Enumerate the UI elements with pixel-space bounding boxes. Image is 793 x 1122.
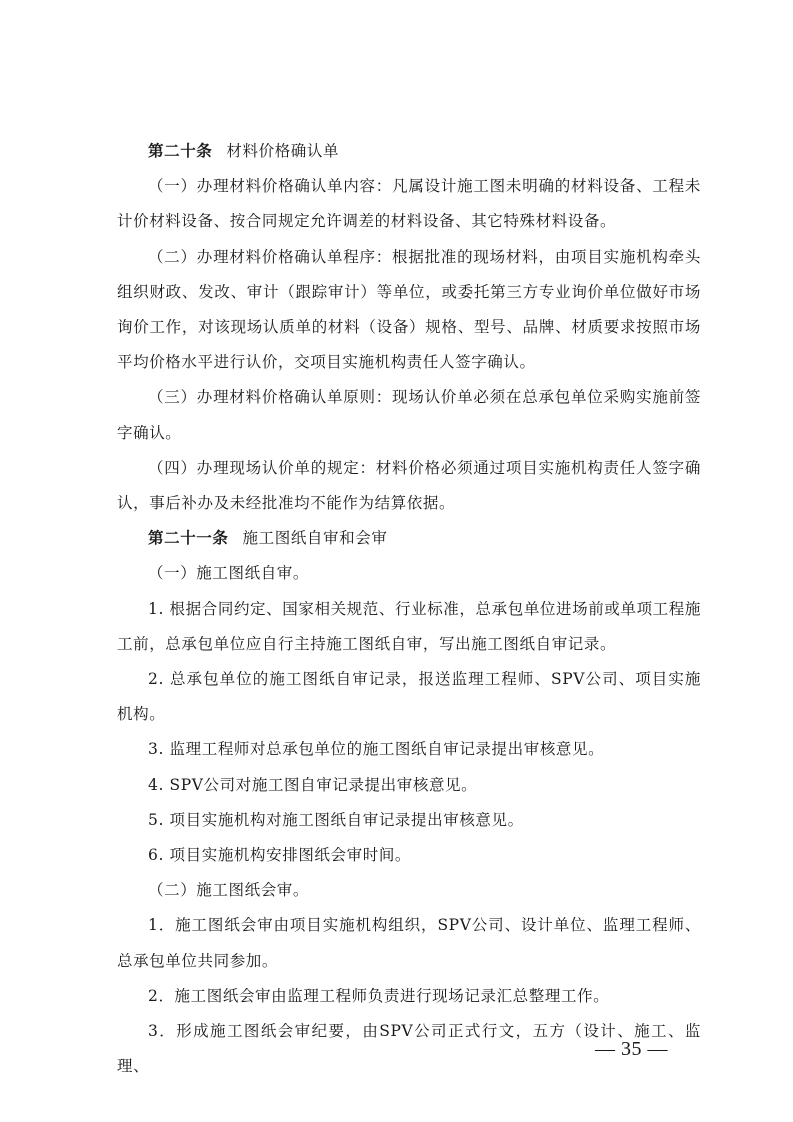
article-21-sub1-item-3: 3. 监理工程师对总承包单位的施工图纸自审记录提出审核意见。 — [148, 740, 605, 759]
article-21-sub1-item-1: 1. 根据合同约定、国家相关规范、行业标准，总承包单位进场前或单项工程施工前，总承包单位应自行主持施工图纸自审，写出施工图纸自审记录。 — [117, 599, 701, 653]
article-20-item-4: （四）办理现场认价单的规定：材料价格必须通过项目实施机构责任人签字确认，事后补办及未经批准均不能作为结算依据。 — [117, 458, 701, 513]
article-20-item-3: （三）办理材料价格确认单原则：现场认价单必须在总承包单位采购实施前签字确认。 — [117, 388, 701, 442]
article-21-sub1-item-2: 2. 总承包单位的施工图纸自审记录，报送监理工程师、SPV公司、项目实施机构。 — [117, 670, 701, 724]
page-number: — 35 — — [595, 1038, 668, 1060]
article-21-sub2-title: （二）施工图纸会审。 — [148, 881, 310, 900]
article-21-sub1-item-5: 5. 项目实施机构对施工图纸自审记录提出审核意见。 — [148, 810, 524, 829]
document-body — [117, 134, 701, 1084]
article-21-sub2-item-3: 3．形成施工图纸会审纪要，由SPV公司正式行文，五方（设计、施工、监理、 — [117, 1022, 701, 1076]
article-21-sub1-item-6: 6. 项目实施机构安排图纸会审时间。 — [148, 846, 412, 865]
article-20-item-1: （一）办理材料价格确认单内容：凡属设计施工图未明确的材料设备、工程未计价材料设备、按合同规定允许调差的材料设备、其它特殊材料设备。 — [117, 177, 701, 231]
article-21-title: 施工图纸自审和会审 — [242, 529, 388, 548]
article-21-sub2-item-1: 1．施工图纸会审由项目实施机构组织，SPV公司、设计单位、监理工程师、总承包单位共同参加。 — [117, 916, 701, 970]
article-21-heading — [117, 521, 701, 556]
article-20-item-2: （二）办理材料价格确认单程序：根据批准的现场材料，由项目实施机构牵头组织财政、发改、审计（跟踪审计）等单位，或委托第三方专业询价单位做好市场询价工作，对该现场认质单的材料（设备）规格、型号、品牌、材质要求按照市场平均价格水平进行认价，交项目实施机构责任人签字确认。 — [117, 247, 701, 372]
article-21-sub1-item-4: 4. SPV公司对施工图自审记录提出审核意见。 — [148, 775, 478, 794]
article-21-number: 第二十一条 — [148, 529, 229, 548]
article-20-number: 第二十条 — [148, 142, 213, 160]
article-21-sub2-item-2: 2．施工图纸会审由监理工程师负责进行现场记录汇总整理工作。 — [148, 986, 610, 1005]
article-21-sub1-title: （一）施工图纸自审。 — [148, 564, 310, 583]
article-20-title: 材料价格确认单 — [226, 142, 340, 160]
article-20-heading — [117, 134, 701, 169]
